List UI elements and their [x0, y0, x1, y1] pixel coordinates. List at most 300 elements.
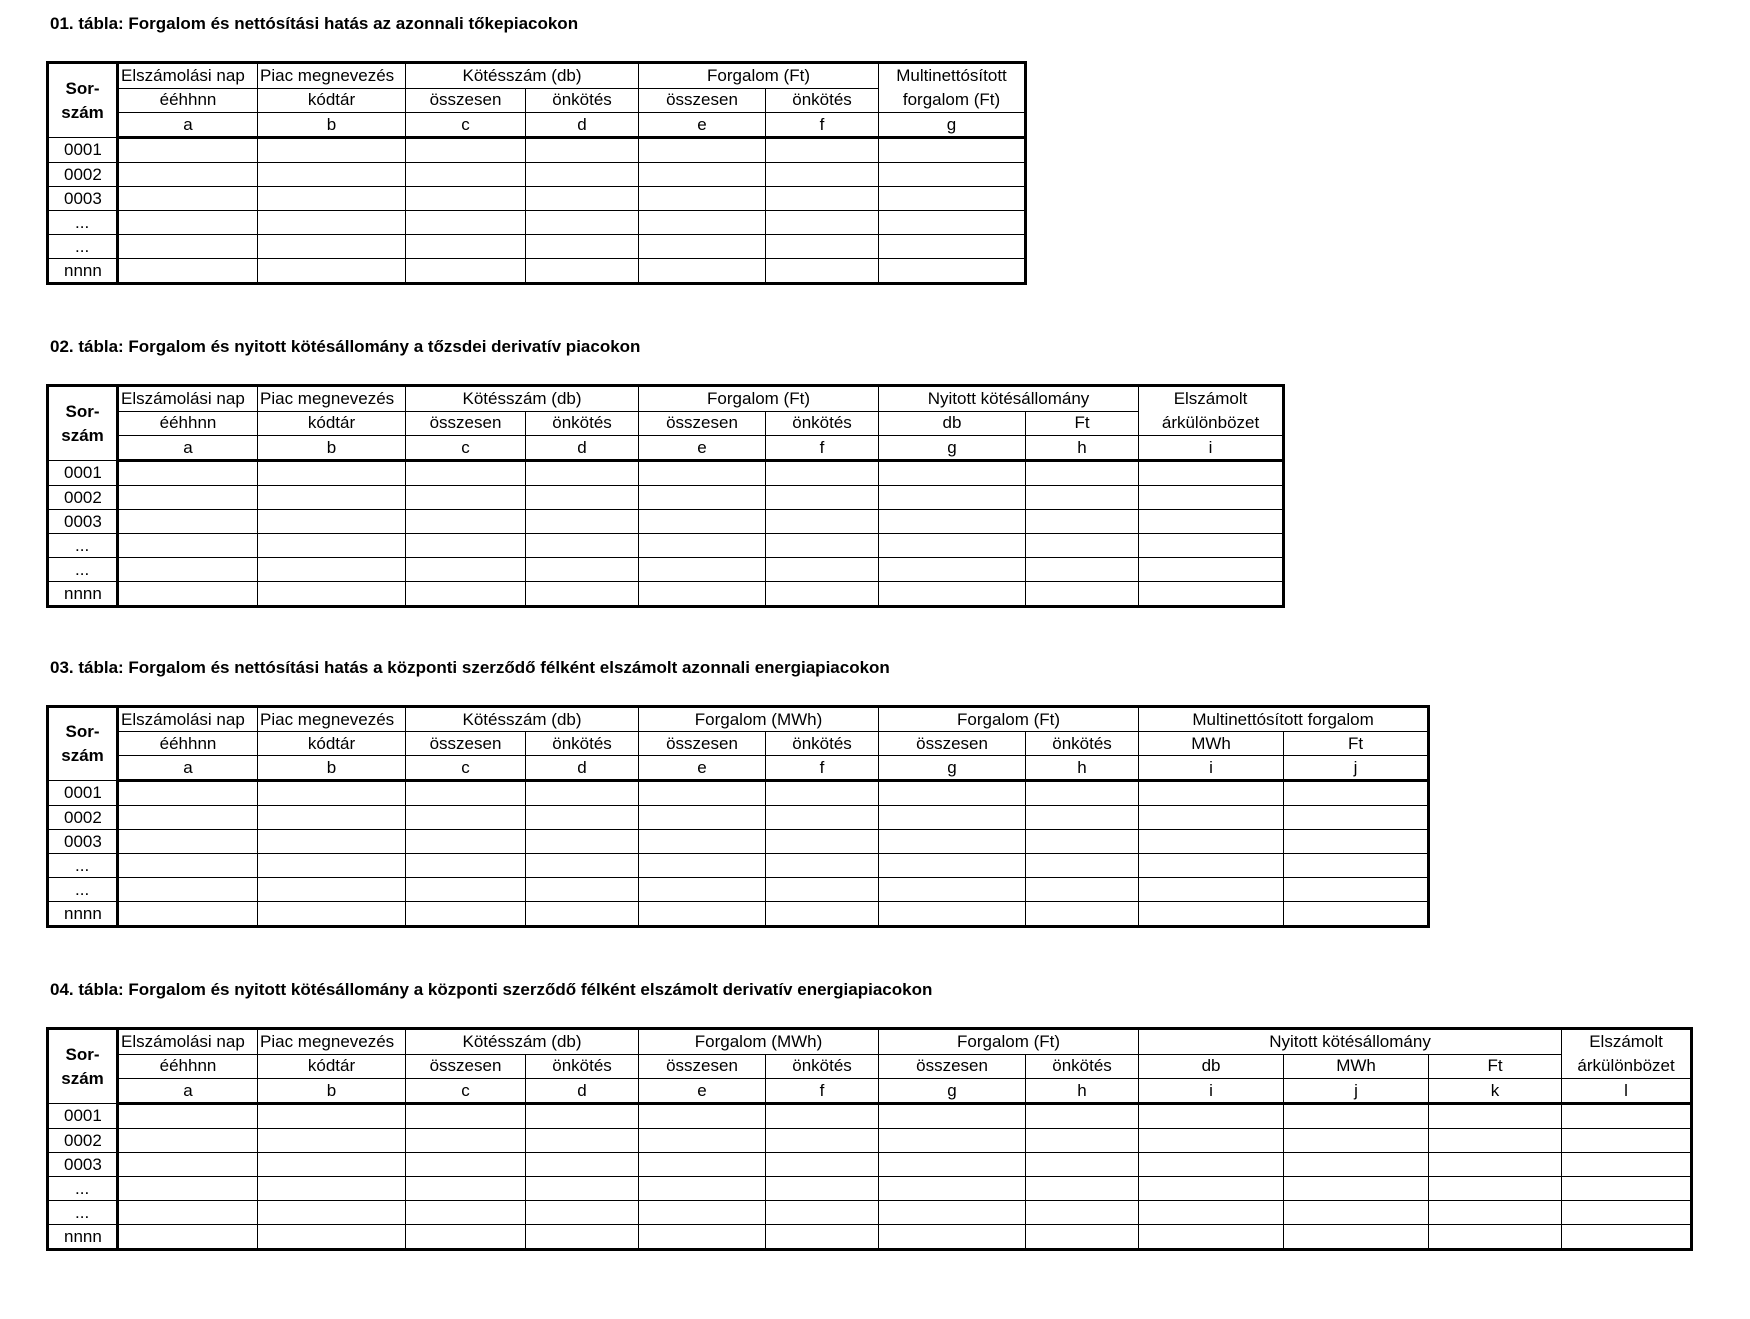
- column-subheader: ééhhnn: [118, 88, 258, 113]
- data-cell[interactable]: [639, 902, 766, 927]
- data-cell[interactable]: [118, 902, 258, 927]
- data-cell[interactable]: [1562, 1104, 1692, 1129]
- column-group-header: Multinettósított forgalom (Ft): [879, 63, 1026, 113]
- data-cell[interactable]: [766, 854, 879, 878]
- data-cell[interactable]: [526, 902, 639, 927]
- header-row-top: [48, 63, 1026, 89]
- column-subheader: ééhhnn: [118, 411, 258, 436]
- data-cell[interactable]: [766, 1177, 879, 1201]
- data-cell[interactable]: [879, 187, 1026, 211]
- column-letter: e: [639, 756, 766, 781]
- data-cell[interactable]: [118, 781, 258, 806]
- data-cell[interactable]: [526, 854, 639, 878]
- column-letter: e: [639, 1079, 766, 1104]
- data-cell[interactable]: [639, 486, 766, 510]
- data-cell[interactable]: [1284, 1153, 1429, 1177]
- data-cell[interactable]: [118, 1225, 258, 1250]
- data-cell[interactable]: [526, 1129, 639, 1153]
- data-cell[interactable]: [526, 163, 639, 187]
- data-cell[interactable]: [766, 211, 879, 235]
- data-cell[interactable]: [118, 878, 258, 902]
- data-cell[interactable]: [526, 486, 639, 510]
- header-row-sub: [48, 732, 1429, 756]
- data-cell[interactable]: [118, 486, 258, 510]
- data-cell[interactable]: [639, 1153, 766, 1177]
- data-cell[interactable]: [118, 1153, 258, 1177]
- header-row-top: [48, 1029, 1692, 1055]
- table-row: [48, 1201, 1692, 1225]
- data-cell[interactable]: [766, 486, 879, 510]
- data-cell[interactable]: [406, 1177, 526, 1201]
- data-cell[interactable]: [1026, 1153, 1139, 1177]
- data-cell[interactable]: [526, 461, 639, 486]
- data-cell[interactable]: [1429, 1177, 1562, 1201]
- data-cell[interactable]: [406, 1153, 526, 1177]
- data-cell[interactable]: [258, 582, 406, 607]
- data-cell[interactable]: [526, 806, 639, 830]
- column-group-header: Nyitott kötésállomány: [1139, 1029, 1562, 1055]
- data-cell[interactable]: [1139, 1104, 1284, 1129]
- data-cell[interactable]: [639, 854, 766, 878]
- column-letter: g: [879, 1079, 1026, 1104]
- column-group-header: Forgalom (Ft): [639, 386, 879, 412]
- data-cell[interactable]: [118, 830, 258, 854]
- data-cell[interactable]: [766, 510, 879, 534]
- data-cell[interactable]: [526, 1201, 639, 1225]
- data-cell[interactable]: [639, 582, 766, 607]
- data-cell[interactable]: [766, 163, 879, 187]
- row-number: ...: [48, 211, 118, 235]
- data-cell[interactable]: [1026, 781, 1139, 806]
- data-cell[interactable]: [406, 582, 526, 607]
- data-cell[interactable]: [258, 781, 406, 806]
- data-cell[interactable]: [1562, 1225, 1692, 1250]
- data-cell[interactable]: [766, 558, 879, 582]
- data-cell[interactable]: [879, 1129, 1026, 1153]
- table-title-04: 04. tábla: Forgalom és nyitott kötésállomány a központi szerződő félként elszámolt derivatív energiapiacokon: [50, 980, 933, 999]
- data-cell[interactable]: [526, 138, 639, 163]
- column-subheader: MWh: [1139, 732, 1284, 756]
- data-cell[interactable]: [526, 235, 639, 259]
- data-cell[interactable]: [639, 1201, 766, 1225]
- column-group-header: Piac megnevezés: [258, 707, 406, 732]
- column-subheader: összesen: [406, 1054, 526, 1079]
- data-cell[interactable]: [1562, 1153, 1692, 1177]
- data-cell[interactable]: [639, 806, 766, 830]
- data-cell[interactable]: [1284, 902, 1429, 927]
- data-cell[interactable]: [766, 1225, 879, 1250]
- data-cell[interactable]: [526, 830, 639, 854]
- data-cell[interactable]: [1429, 1153, 1562, 1177]
- data-cell[interactable]: [526, 558, 639, 582]
- data-cell[interactable]: [639, 1129, 766, 1153]
- data-cell[interactable]: [258, 259, 406, 284]
- data-cell[interactable]: [1139, 830, 1284, 854]
- data-cell[interactable]: [1026, 461, 1139, 486]
- data-cell[interactable]: [406, 558, 526, 582]
- data-cell[interactable]: [879, 1201, 1026, 1225]
- data-cell[interactable]: [639, 510, 766, 534]
- data-cell[interactable]: [118, 534, 258, 558]
- data-cell[interactable]: [1284, 1201, 1429, 1225]
- table-row: [48, 806, 1429, 830]
- data-cell[interactable]: [526, 781, 639, 806]
- row-number: nnnn: [48, 259, 118, 284]
- sorszam-header: Sor- szám: [48, 1029, 118, 1104]
- data-cell[interactable]: [258, 1129, 406, 1153]
- data-cell[interactable]: [118, 510, 258, 534]
- data-cell[interactable]: [879, 558, 1026, 582]
- data-cell[interactable]: [766, 138, 879, 163]
- row-number: ...: [48, 854, 118, 878]
- data-cell[interactable]: [1139, 781, 1284, 806]
- data-cell[interactable]: [118, 1104, 258, 1129]
- data-cell[interactable]: [406, 486, 526, 510]
- data-cell[interactable]: [526, 582, 639, 607]
- data-cell[interactable]: [1284, 1129, 1429, 1153]
- data-cell[interactable]: [1284, 1177, 1429, 1201]
- data-cell[interactable]: [118, 1177, 258, 1201]
- data-cell[interactable]: [1026, 1104, 1139, 1129]
- data-cell[interactable]: [1284, 878, 1429, 902]
- data-cell[interactable]: [639, 187, 766, 211]
- data-cell[interactable]: [526, 259, 639, 284]
- data-cell[interactable]: [406, 854, 526, 878]
- data-cell[interactable]: [406, 902, 526, 927]
- table-row: [48, 582, 1284, 607]
- column-letter: g: [879, 113, 1026, 138]
- row-number: ...: [48, 1201, 118, 1225]
- data-cell[interactable]: [766, 781, 879, 806]
- data-cell[interactable]: [1429, 1225, 1562, 1250]
- table-row: [48, 902, 1429, 927]
- data-cell[interactable]: [639, 138, 766, 163]
- data-cell[interactable]: [639, 878, 766, 902]
- data-cell[interactable]: [879, 902, 1026, 927]
- data-cell[interactable]: [766, 830, 879, 854]
- data-cell[interactable]: [879, 1153, 1026, 1177]
- column-group-header: Forgalom (Ft): [639, 63, 879, 89]
- data-cell[interactable]: [258, 1104, 406, 1129]
- data-cell[interactable]: [639, 461, 766, 486]
- data-cell[interactable]: [639, 211, 766, 235]
- row-number: ...: [48, 235, 118, 259]
- data-cell[interactable]: [1284, 1225, 1429, 1250]
- data-cell[interactable]: [1139, 1129, 1284, 1153]
- data-cell[interactable]: [1284, 806, 1429, 830]
- data-cell[interactable]: [1139, 878, 1284, 902]
- data-cell[interactable]: [1026, 830, 1139, 854]
- data-cell[interactable]: [406, 830, 526, 854]
- data-cell[interactable]: [258, 854, 406, 878]
- data-cell[interactable]: [766, 187, 879, 211]
- data-cell[interactable]: [879, 806, 1026, 830]
- data-cell[interactable]: [766, 1153, 879, 1177]
- data-cell[interactable]: [258, 1177, 406, 1201]
- data-cell[interactable]: [1139, 558, 1284, 582]
- column-letter: e: [639, 113, 766, 138]
- data-cell[interactable]: [1284, 781, 1429, 806]
- data-cell[interactable]: [766, 534, 879, 558]
- column-subheader: összesen: [406, 411, 526, 436]
- data-cell[interactable]: [639, 163, 766, 187]
- data-cell[interactable]: [406, 1201, 526, 1225]
- header-row-letters: [48, 1079, 1692, 1104]
- column-subheader: önkötés: [526, 411, 639, 436]
- data-cell[interactable]: [258, 163, 406, 187]
- data-cell[interactable]: [258, 1153, 406, 1177]
- data-cell[interactable]: [879, 854, 1026, 878]
- data-cell[interactable]: [406, 187, 526, 211]
- column-subheader: MWh: [1284, 1054, 1429, 1079]
- data-cell[interactable]: [879, 1225, 1026, 1250]
- data-cell[interactable]: [258, 510, 406, 534]
- column-letter: c: [406, 1079, 526, 1104]
- data-cell[interactable]: [879, 1104, 1026, 1129]
- data-cell[interactable]: [118, 582, 258, 607]
- data-cell[interactable]: [639, 534, 766, 558]
- data-cell[interactable]: [1026, 902, 1139, 927]
- data-cell[interactable]: [1139, 534, 1284, 558]
- data-cell[interactable]: [879, 235, 1026, 259]
- data-cell[interactable]: [406, 510, 526, 534]
- data-cell[interactable]: [1026, 582, 1139, 607]
- column-subheader: önkötés: [766, 732, 879, 756]
- data-cell[interactable]: [879, 781, 1026, 806]
- data-cell[interactable]: [258, 1201, 406, 1225]
- data-cell[interactable]: [766, 902, 879, 927]
- row-number: 0003: [48, 510, 118, 534]
- data-cell[interactable]: [1139, 486, 1284, 510]
- row-number: nnnn: [48, 582, 118, 607]
- data-cell[interactable]: [258, 534, 406, 558]
- data-cell[interactable]: [1429, 1129, 1562, 1153]
- form-table-01: [46, 61, 1027, 285]
- data-cell[interactable]: [526, 1153, 639, 1177]
- column-group-header: Piac megnevezés: [258, 63, 406, 89]
- data-cell[interactable]: [879, 582, 1026, 607]
- data-cell[interactable]: [639, 259, 766, 284]
- column-letter: l: [1562, 1079, 1692, 1104]
- data-cell[interactable]: [639, 558, 766, 582]
- row-number: 0003: [48, 1153, 118, 1177]
- data-cell[interactable]: [258, 902, 406, 927]
- data-cell[interactable]: [766, 461, 879, 486]
- data-cell[interactable]: [526, 534, 639, 558]
- data-cell[interactable]: [526, 1225, 639, 1250]
- table-row: [48, 781, 1429, 806]
- data-cell[interactable]: [879, 510, 1026, 534]
- column-subheader: önkötés: [766, 88, 879, 113]
- table-row: [48, 259, 1026, 284]
- data-cell[interactable]: [1139, 1153, 1284, 1177]
- data-cell[interactable]: [118, 163, 258, 187]
- data-cell[interactable]: [1026, 1201, 1139, 1225]
- data-cell[interactable]: [1562, 1129, 1692, 1153]
- data-cell[interactable]: [258, 461, 406, 486]
- data-cell[interactable]: [639, 830, 766, 854]
- data-cell[interactable]: [1139, 806, 1284, 830]
- data-cell[interactable]: [118, 211, 258, 235]
- data-cell[interactable]: [526, 211, 639, 235]
- row-number: 0001: [48, 461, 118, 486]
- column-letter: b: [258, 436, 406, 461]
- data-cell[interactable]: [258, 187, 406, 211]
- row-number: 0002: [48, 486, 118, 510]
- data-cell[interactable]: [118, 854, 258, 878]
- data-cell[interactable]: [766, 582, 879, 607]
- data-cell[interactable]: [526, 187, 639, 211]
- data-cell[interactable]: [118, 1201, 258, 1225]
- data-cell[interactable]: [639, 781, 766, 806]
- data-cell[interactable]: [258, 1225, 406, 1250]
- data-cell[interactable]: [879, 138, 1026, 163]
- data-cell[interactable]: [258, 558, 406, 582]
- row-number: ...: [48, 878, 118, 902]
- column-letter: a: [118, 113, 258, 138]
- data-cell[interactable]: [879, 1177, 1026, 1201]
- data-cell[interactable]: [1284, 854, 1429, 878]
- data-cell[interactable]: [258, 486, 406, 510]
- table-row: [48, 558, 1284, 582]
- data-cell[interactable]: [1139, 510, 1284, 534]
- data-cell[interactable]: [879, 461, 1026, 486]
- data-cell[interactable]: [639, 1177, 766, 1201]
- data-cell[interactable]: [526, 878, 639, 902]
- data-cell[interactable]: [879, 486, 1026, 510]
- data-cell[interactable]: [118, 259, 258, 284]
- data-cell[interactable]: [258, 878, 406, 902]
- data-cell[interactable]: [1562, 1201, 1692, 1225]
- data-cell[interactable]: [1139, 582, 1284, 607]
- data-cell[interactable]: [406, 781, 526, 806]
- data-cell[interactable]: [879, 830, 1026, 854]
- data-cell[interactable]: [526, 510, 639, 534]
- data-cell[interactable]: [1284, 1104, 1429, 1129]
- data-cell[interactable]: [1139, 1177, 1284, 1201]
- column-subheader: Ft: [1284, 732, 1429, 756]
- column-group-header: Elszámolt árkülönbözet: [1139, 386, 1284, 436]
- data-cell[interactable]: [1026, 806, 1139, 830]
- header-row-sub: [48, 411, 1284, 436]
- data-cell[interactable]: [1026, 878, 1139, 902]
- data-cell[interactable]: [406, 211, 526, 235]
- data-cell[interactable]: [1139, 461, 1284, 486]
- sorszam-header: Sor- szám: [48, 63, 118, 138]
- header-row-letters: [48, 113, 1026, 138]
- data-cell[interactable]: [1139, 854, 1284, 878]
- data-cell[interactable]: [1026, 1129, 1139, 1153]
- data-cell[interactable]: [258, 211, 406, 235]
- data-cell[interactable]: [526, 1177, 639, 1201]
- data-cell[interactable]: [1026, 1225, 1139, 1250]
- data-cell[interactable]: [258, 806, 406, 830]
- data-cell[interactable]: [406, 1225, 526, 1250]
- data-cell[interactable]: [1429, 1104, 1562, 1129]
- data-cell[interactable]: [879, 534, 1026, 558]
- data-cell[interactable]: [118, 806, 258, 830]
- data-cell[interactable]: [1562, 1177, 1692, 1201]
- column-group-header: Forgalom (Ft): [879, 1029, 1139, 1055]
- column-subheader: önkötés: [526, 88, 639, 113]
- data-cell[interactable]: [639, 235, 766, 259]
- data-cell[interactable]: [406, 163, 526, 187]
- data-cell[interactable]: [258, 830, 406, 854]
- data-cell[interactable]: [639, 1225, 766, 1250]
- column-subheader: összesen: [879, 1054, 1026, 1079]
- data-cell[interactable]: [406, 878, 526, 902]
- data-cell[interactable]: [258, 235, 406, 259]
- data-cell[interactable]: [766, 259, 879, 284]
- table-row: [48, 1129, 1692, 1153]
- data-cell[interactable]: [406, 235, 526, 259]
- data-cell[interactable]: [1284, 830, 1429, 854]
- data-cell[interactable]: [1026, 854, 1139, 878]
- column-letter: a: [118, 1079, 258, 1104]
- data-cell[interactable]: [526, 1104, 639, 1129]
- data-cell[interactable]: [1026, 534, 1139, 558]
- data-cell[interactable]: [406, 806, 526, 830]
- column-letter: d: [526, 113, 639, 138]
- data-cell[interactable]: [766, 1104, 879, 1129]
- data-cell[interactable]: [118, 138, 258, 163]
- data-cell[interactable]: [766, 235, 879, 259]
- data-cell[interactable]: [766, 1201, 879, 1225]
- data-cell[interactable]: [118, 558, 258, 582]
- data-cell[interactable]: [118, 235, 258, 259]
- data-cell[interactable]: [118, 187, 258, 211]
- data-cell[interactable]: [1026, 1177, 1139, 1201]
- data-cell[interactable]: [766, 806, 879, 830]
- column-group-header: Elszámolt árkülönbözet: [1562, 1029, 1692, 1079]
- data-cell[interactable]: [1026, 486, 1139, 510]
- column-subheader: összesen: [639, 411, 766, 436]
- data-cell[interactable]: [118, 461, 258, 486]
- column-letter: f: [766, 756, 879, 781]
- data-cell[interactable]: [879, 259, 1026, 284]
- column-letter: f: [766, 1079, 879, 1104]
- data-cell[interactable]: [879, 878, 1026, 902]
- data-cell[interactable]: [639, 1104, 766, 1129]
- data-cell[interactable]: [406, 461, 526, 486]
- data-cell[interactable]: [766, 878, 879, 902]
- table-row: [48, 187, 1026, 211]
- data-cell[interactable]: [406, 259, 526, 284]
- data-cell[interactable]: [406, 1104, 526, 1129]
- data-cell[interactable]: [406, 534, 526, 558]
- data-cell[interactable]: [1139, 902, 1284, 927]
- row-number: 0003: [48, 187, 118, 211]
- data-cell[interactable]: [1429, 1201, 1562, 1225]
- column-letter: d: [526, 436, 639, 461]
- data-cell[interactable]: [406, 1129, 526, 1153]
- data-cell[interactable]: [766, 1129, 879, 1153]
- column-subheader: db: [879, 411, 1026, 436]
- data-cell[interactable]: [118, 1129, 258, 1153]
- column-letter: b: [258, 756, 406, 781]
- table-row: [48, 1104, 1692, 1129]
- sorszam-header: Sor- szám: [48, 386, 118, 461]
- data-cell[interactable]: [879, 211, 1026, 235]
- data-cell[interactable]: [258, 138, 406, 163]
- data-cell[interactable]: [879, 163, 1026, 187]
- table-title-02: 02. tábla: Forgalom és nyitott kötésállomány a tőzsdei derivatív piacokon: [50, 337, 641, 356]
- data-cell[interactable]: [1139, 1225, 1284, 1250]
- data-cell[interactable]: [1026, 510, 1139, 534]
- data-cell[interactable]: [1139, 1201, 1284, 1225]
- data-cell[interactable]: [406, 138, 526, 163]
- data-cell[interactable]: [1026, 558, 1139, 582]
